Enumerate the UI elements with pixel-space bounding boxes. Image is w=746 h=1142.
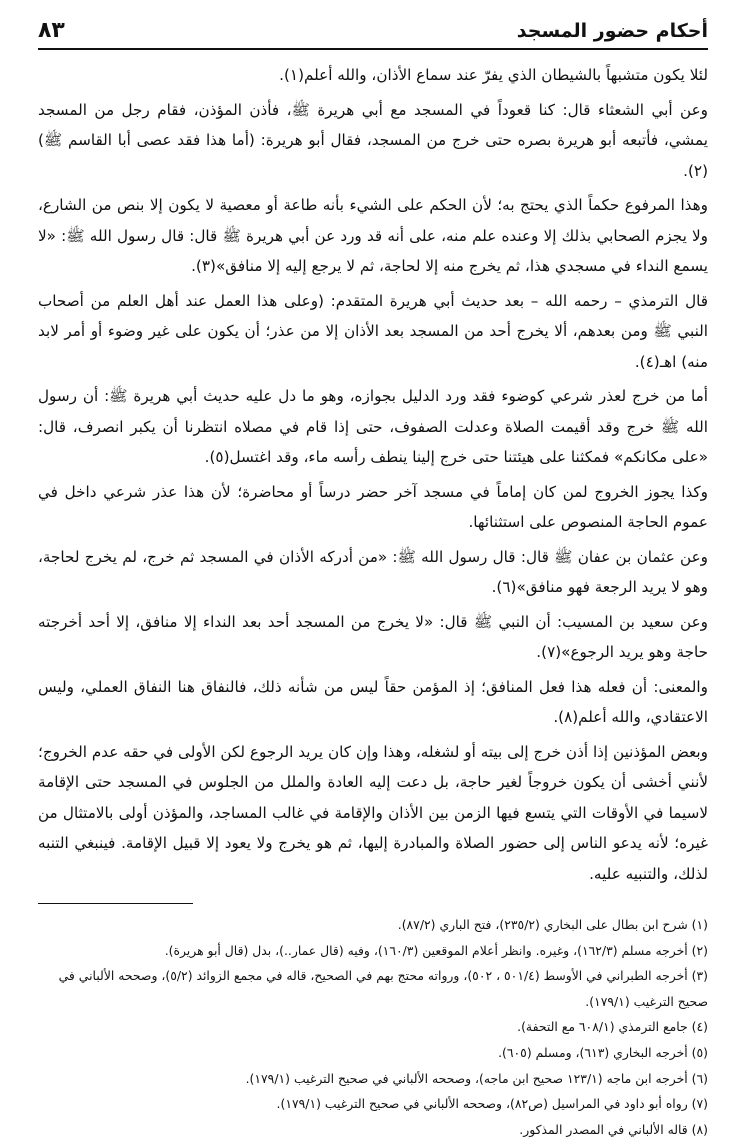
paragraph: وعن أبي الشعثاء قال: كنا قعوداً في المسجد مع أبي هريرة ﷺ، فأذن المؤذن، فقام رجل من المسجد يمشي، فأتبعه أبو هريرة بصره حتى خرج من المسجد، فقال أبو هريرة: (أما هذا فقد عصى أبا القاسم ﷺ)(٢).: [38, 100, 708, 180]
paragraph: وعن عثمان بن عفان ﷺ قال: قال رسول الله ﷺ: «من أدركه الأذان في المسجد ثم خرج، لم يخرج لحاجة، وهو لا يريد الرجعة فهو منافق»(٦).: [38, 547, 708, 596]
footnote: (٥) أخرجه البخاري (٦١٣)، ومسلم (٦٠٥).: [498, 1044, 708, 1060]
main-text: [38, 60, 708, 889]
footnote: (٨) قاله الألباني في المصدر المذكور.: [519, 1121, 708, 1137]
paragraph: وعن سعيد بن المسيب: أن النبي ﷺ قال: «لا يخرج من المسجد أحد بعد النداء إلا منافق، إلا أحد أخرجته حاجة وهو يريد الرجوع»(٧).: [38, 612, 708, 661]
footnote: (٢) أخرجه مسلم (١٦٢/٣)، وغيره. وانظر أعلام الموقعين (١٦٠/٣)، وفيه (قال عمار..)، بدل (قال أبو هريرة).: [164, 942, 708, 958]
paragraph: لئلا يكون متشبهاً بالشيطان الذي يفرّ عند سماع الأذان، والله أعلم(١).: [279, 66, 708, 84]
footnote: (٧) رواه أبو داود في المراسيل (ص٨٢)، وصححه الألباني في صحيح الترغيب (١٧٩/١).: [276, 1096, 708, 1112]
page-header: [38, 12, 708, 50]
paragraph: قال الترمذي – رحمه الله – بعد حديث أبي هريرة المتقدم: (وعلى هذا العمل عند أهل العلم من أصحاب النبي ﷺ ومن بعدهم، ألا يخرج أحد من المسجد بعد الأذان إلا من عذر؛ أن يكون على غير وضوء أو أمر لابد منه) اهـ(٤).: [38, 291, 708, 371]
footnote-separator: [38, 903, 193, 904]
footnote: (٣) أخرجه الطبراني في الأوسط (٥٠١/٤ ، ٥٠٢)، ورواته محتج بهم في الصحيح، قاله في مجمع الزوائد (٥/٢)، وصححه الألباني في صحيح الترغيب (١٧٩/١).: [58, 968, 708, 1009]
paragraph: أما من خرج لعذر شرعي كوضوء فقد ورد الدليل بجوازه، وهو ما دل عليه حديث أبي هريرة ﷺ: أن رسول الله ﷺ خرج وقد أقيمت الصلاة وعدلت الصفوف، حتى إذا قام في مصلاه انتظرنا أن يكبر انصرف، قال: «على مكانكم» فمكثنا على هيئتنا حتى خرج إلينا ينطف رأسه ماء، وقد اغتسل(٥).: [38, 387, 708, 466]
page-number: ٨٣: [38, 18, 65, 43]
paragraph: وكذا يجوز الخروج لمن كان إماماً في مسجد آخر حضر درساً أو محاضرة؛ لأن هذا عذر شرعي داخل في عموم الحاجة المنصوص على استثنائها.: [38, 482, 708, 531]
footnote: (٦) أخرجه ابن ماجه (١٢٣/١ صحيح ابن ماجه)، وصححه الألباني في صحيح الترغيب (١٧٩/١).: [245, 1070, 708, 1086]
footnote: (٤) جامع الترمذي (٦٠٨/١ مع التحفة).: [517, 1019, 708, 1035]
footnotes: [38, 912, 708, 1142]
paragraph: والمعنى: أن فعله هذا فعل المنافق؛ إذ المؤمن حقاً ليس من شأنه ذلك، فالنفاق هنا النفاق العملي، وليس الاعتقادي، والله أعلم(٨).: [38, 677, 708, 726]
footnote: (١) شرح ابن بطال على البخاري (٢٣٥/٢)، فتح الباري (٨٧/٢).: [397, 917, 708, 932]
paragraph: وهذا المرفوع حكماً الذي يحتج به؛ لأن الحكم على الشيء بأنه طاعة أو معصية لا يكون إلا بنص من الشارع، ولا يجزم الصحابي بذلك إلا وعنده علم منه، على أنه قد ورد عن أبي هريرة ﷺ قال: قال رسول الله ﷺ: «لا يسمع النداء في مسجدي هذا، ثم يخرج منه إلا لحاجة، ثم لا يرجع إليه إلا منافق»(٣).: [38, 196, 708, 275]
running-title: أحكام حضور المسجد: [516, 20, 708, 42]
paragraph: وبعض المؤذنين إذا أذن خرج إلى بيته أو لشغله، وهذا وإن كان يريد الرجوع لكن الأولى في حقه عدم الخروج؛ لأنني أخشى أن يكون خروجاً لغير حاجة، بل دعت إليه العادة والملل من الجلوس في المسجد حتى الإقامة لاسيما في الأوقات التي يتسع فيها الزمن بين الأذان والإقامة في غالب المساجد، والمؤذن أولى بالامتثال من غيره؛ لأنه يدعو الناس إلى حضور الصلاة والمبادرة إليها، ثم هو يخرج ولا يعود إلا قبيل الإقامة. فينبغي التنبه لذلك، والتنبيه عليه.: [38, 742, 708, 883]
